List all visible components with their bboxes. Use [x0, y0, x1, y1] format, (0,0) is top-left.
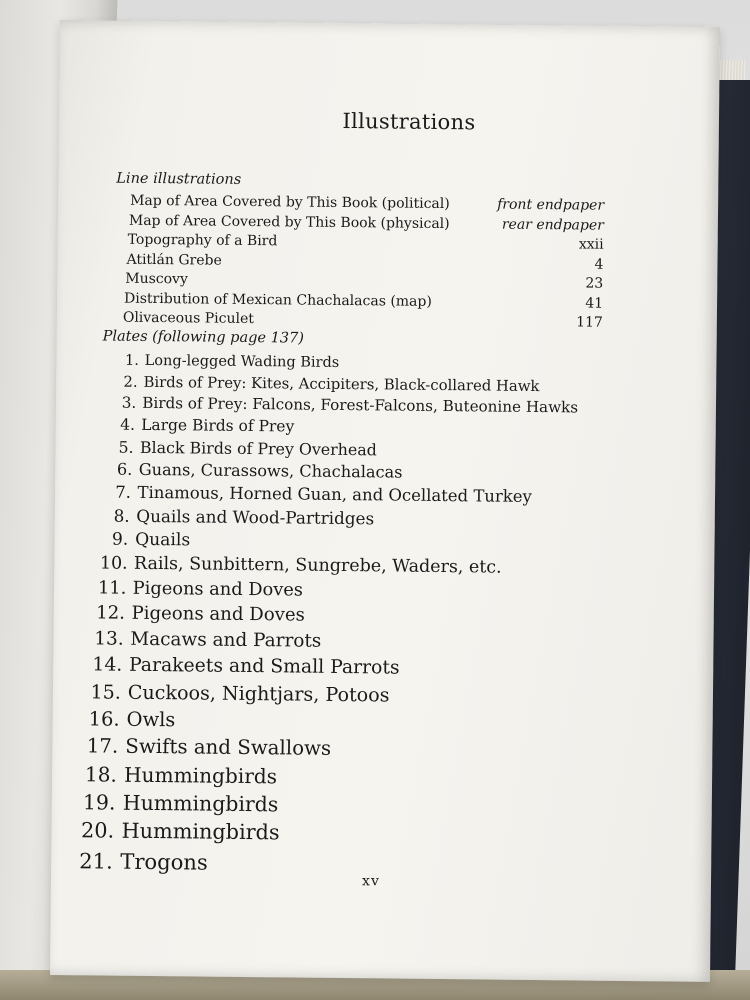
plates-heading: Plates (following page 137) — [102, 328, 305, 347]
plate-number: 8. — [113, 505, 130, 526]
plate-title: Pigeons and Doves — [131, 603, 305, 626]
plate-row — [116, 353, 339, 371]
line-illustration-page: 117 — [576, 314, 603, 331]
plate-title: Pigeons and Doves — [132, 578, 304, 601]
line-illustration-row — [124, 290, 604, 312]
plate-title: Trogons — [120, 848, 208, 875]
plate-row — [113, 394, 578, 417]
plate-row — [102, 529, 191, 550]
plate-number: 11. — [97, 577, 127, 599]
plate-row — [96, 603, 305, 626]
line-illustration-row — [126, 251, 604, 273]
plate-row — [105, 482, 532, 505]
plate-title: Cuckoos, Nightjars, Potoos — [127, 680, 390, 707]
plate-number: 6. — [116, 459, 133, 479]
line-illustration-page: front endpaper — [497, 196, 605, 214]
plate-title: Parakeets and Small Parrots — [128, 654, 400, 679]
plate-number: 18. — [84, 761, 118, 787]
plate-title: Owls — [126, 707, 176, 731]
plate-title: Birds of Prey: Kites, Accipiters, Black-collared Hawk — [143, 373, 540, 395]
plate-number: 5. — [118, 437, 134, 457]
plate-number: 3. — [121, 394, 137, 413]
line-illustration-page: 4 — [594, 256, 604, 273]
plate-number: 2. — [123, 373, 138, 391]
plate-title: Hummingbirds — [122, 790, 279, 817]
plate-number: 20. — [80, 818, 115, 844]
plate-title: Hummingbirds — [123, 762, 278, 789]
plate-row — [115, 373, 540, 394]
plate-number: 12. — [96, 602, 126, 624]
plate-title: Rails, Sunbittern, Sungrebe, Waders, etc. — [133, 553, 502, 578]
plate-number: 14. — [92, 653, 123, 676]
plate-number: 21. — [79, 847, 113, 874]
plate-row — [104, 505, 375, 528]
plate-row — [107, 460, 402, 482]
plate-number: 9. — [111, 529, 129, 550]
line-illustration-title: Atitlán Grebe — [126, 251, 222, 269]
plate-row — [98, 578, 303, 601]
line-illustration-page: xxii — [578, 236, 604, 253]
plate-title: Macaws and Parrots — [130, 628, 322, 652]
plate-number: 10. — [99, 553, 128, 574]
plate-row — [81, 819, 280, 845]
page-number: xv — [362, 873, 380, 890]
plate-number: 16. — [88, 707, 120, 731]
line-illustrations-heading: Line illustrations — [116, 170, 242, 188]
plate-row — [100, 553, 502, 577]
plate-number: 17. — [86, 734, 119, 758]
line-illustration-row — [125, 270, 604, 292]
plate-row — [109, 437, 377, 459]
plate-number: 4. — [120, 415, 136, 434]
plate-title: Swifts and Swallows — [125, 734, 332, 760]
plate-row — [89, 707, 176, 731]
plate-row — [83, 790, 279, 816]
line-illustration-row — [130, 192, 605, 214]
plate-row — [87, 734, 332, 760]
line-illustration-title: Map of Area Covered by This Book (physical) — [128, 212, 450, 232]
line-illustration-title: Muscovy — [125, 270, 188, 288]
line-illustration-title: Map of Area Covered by This Book (political) — [130, 192, 450, 213]
line-illustration-page: rear endpaper — [501, 216, 604, 234]
plate-title: Hummingbirds — [121, 819, 280, 845]
line-illustration-row — [128, 212, 604, 234]
plate-title: Quails — [135, 529, 191, 550]
line-illustration-page: 23 — [585, 275, 604, 292]
plate-row — [92, 654, 399, 678]
plate-number: 13. — [94, 628, 124, 650]
line-illustration-row — [122, 309, 603, 331]
line-illustration-row — [127, 231, 604, 253]
plate-title: Quails and Wood-Partridges — [136, 505, 375, 529]
line-illustration-title: Olivaceous Piculet — [122, 309, 255, 328]
plate-title: Guans, Curassows, Chachalacas — [138, 459, 403, 482]
plate-title: Large Birds of Prey — [141, 415, 295, 436]
plate-number: 19. — [82, 790, 116, 815]
plate-number: 1. — [124, 352, 139, 369]
book-page — [50, 20, 720, 982]
plate-number: 7. — [115, 482, 132, 502]
line-illustration-title: Topography of a Bird — [127, 231, 278, 250]
plate-row — [85, 762, 277, 788]
plate-row — [111, 415, 295, 435]
line-illustration-page: 41 — [585, 295, 604, 312]
page-title: Illustrations — [342, 108, 476, 135]
plate-title: Tinamous, Horned Guan, and Ocellated Turkey — [137, 482, 532, 506]
line-illustration-title: Distribution of Mexican Chachalacas (map) — [124, 290, 432, 310]
plate-title: Birds of Prey: Falcons, Forest-Falcons, Buteonine Hawks — [142, 394, 579, 417]
plate-title: Long-legged Wading Birds — [144, 352, 340, 371]
plate-row — [90, 680, 389, 706]
plate-title: Black Birds of Prey Overhead — [139, 437, 377, 460]
plate-row — [94, 628, 321, 651]
plate-number: 15. — [90, 680, 122, 704]
